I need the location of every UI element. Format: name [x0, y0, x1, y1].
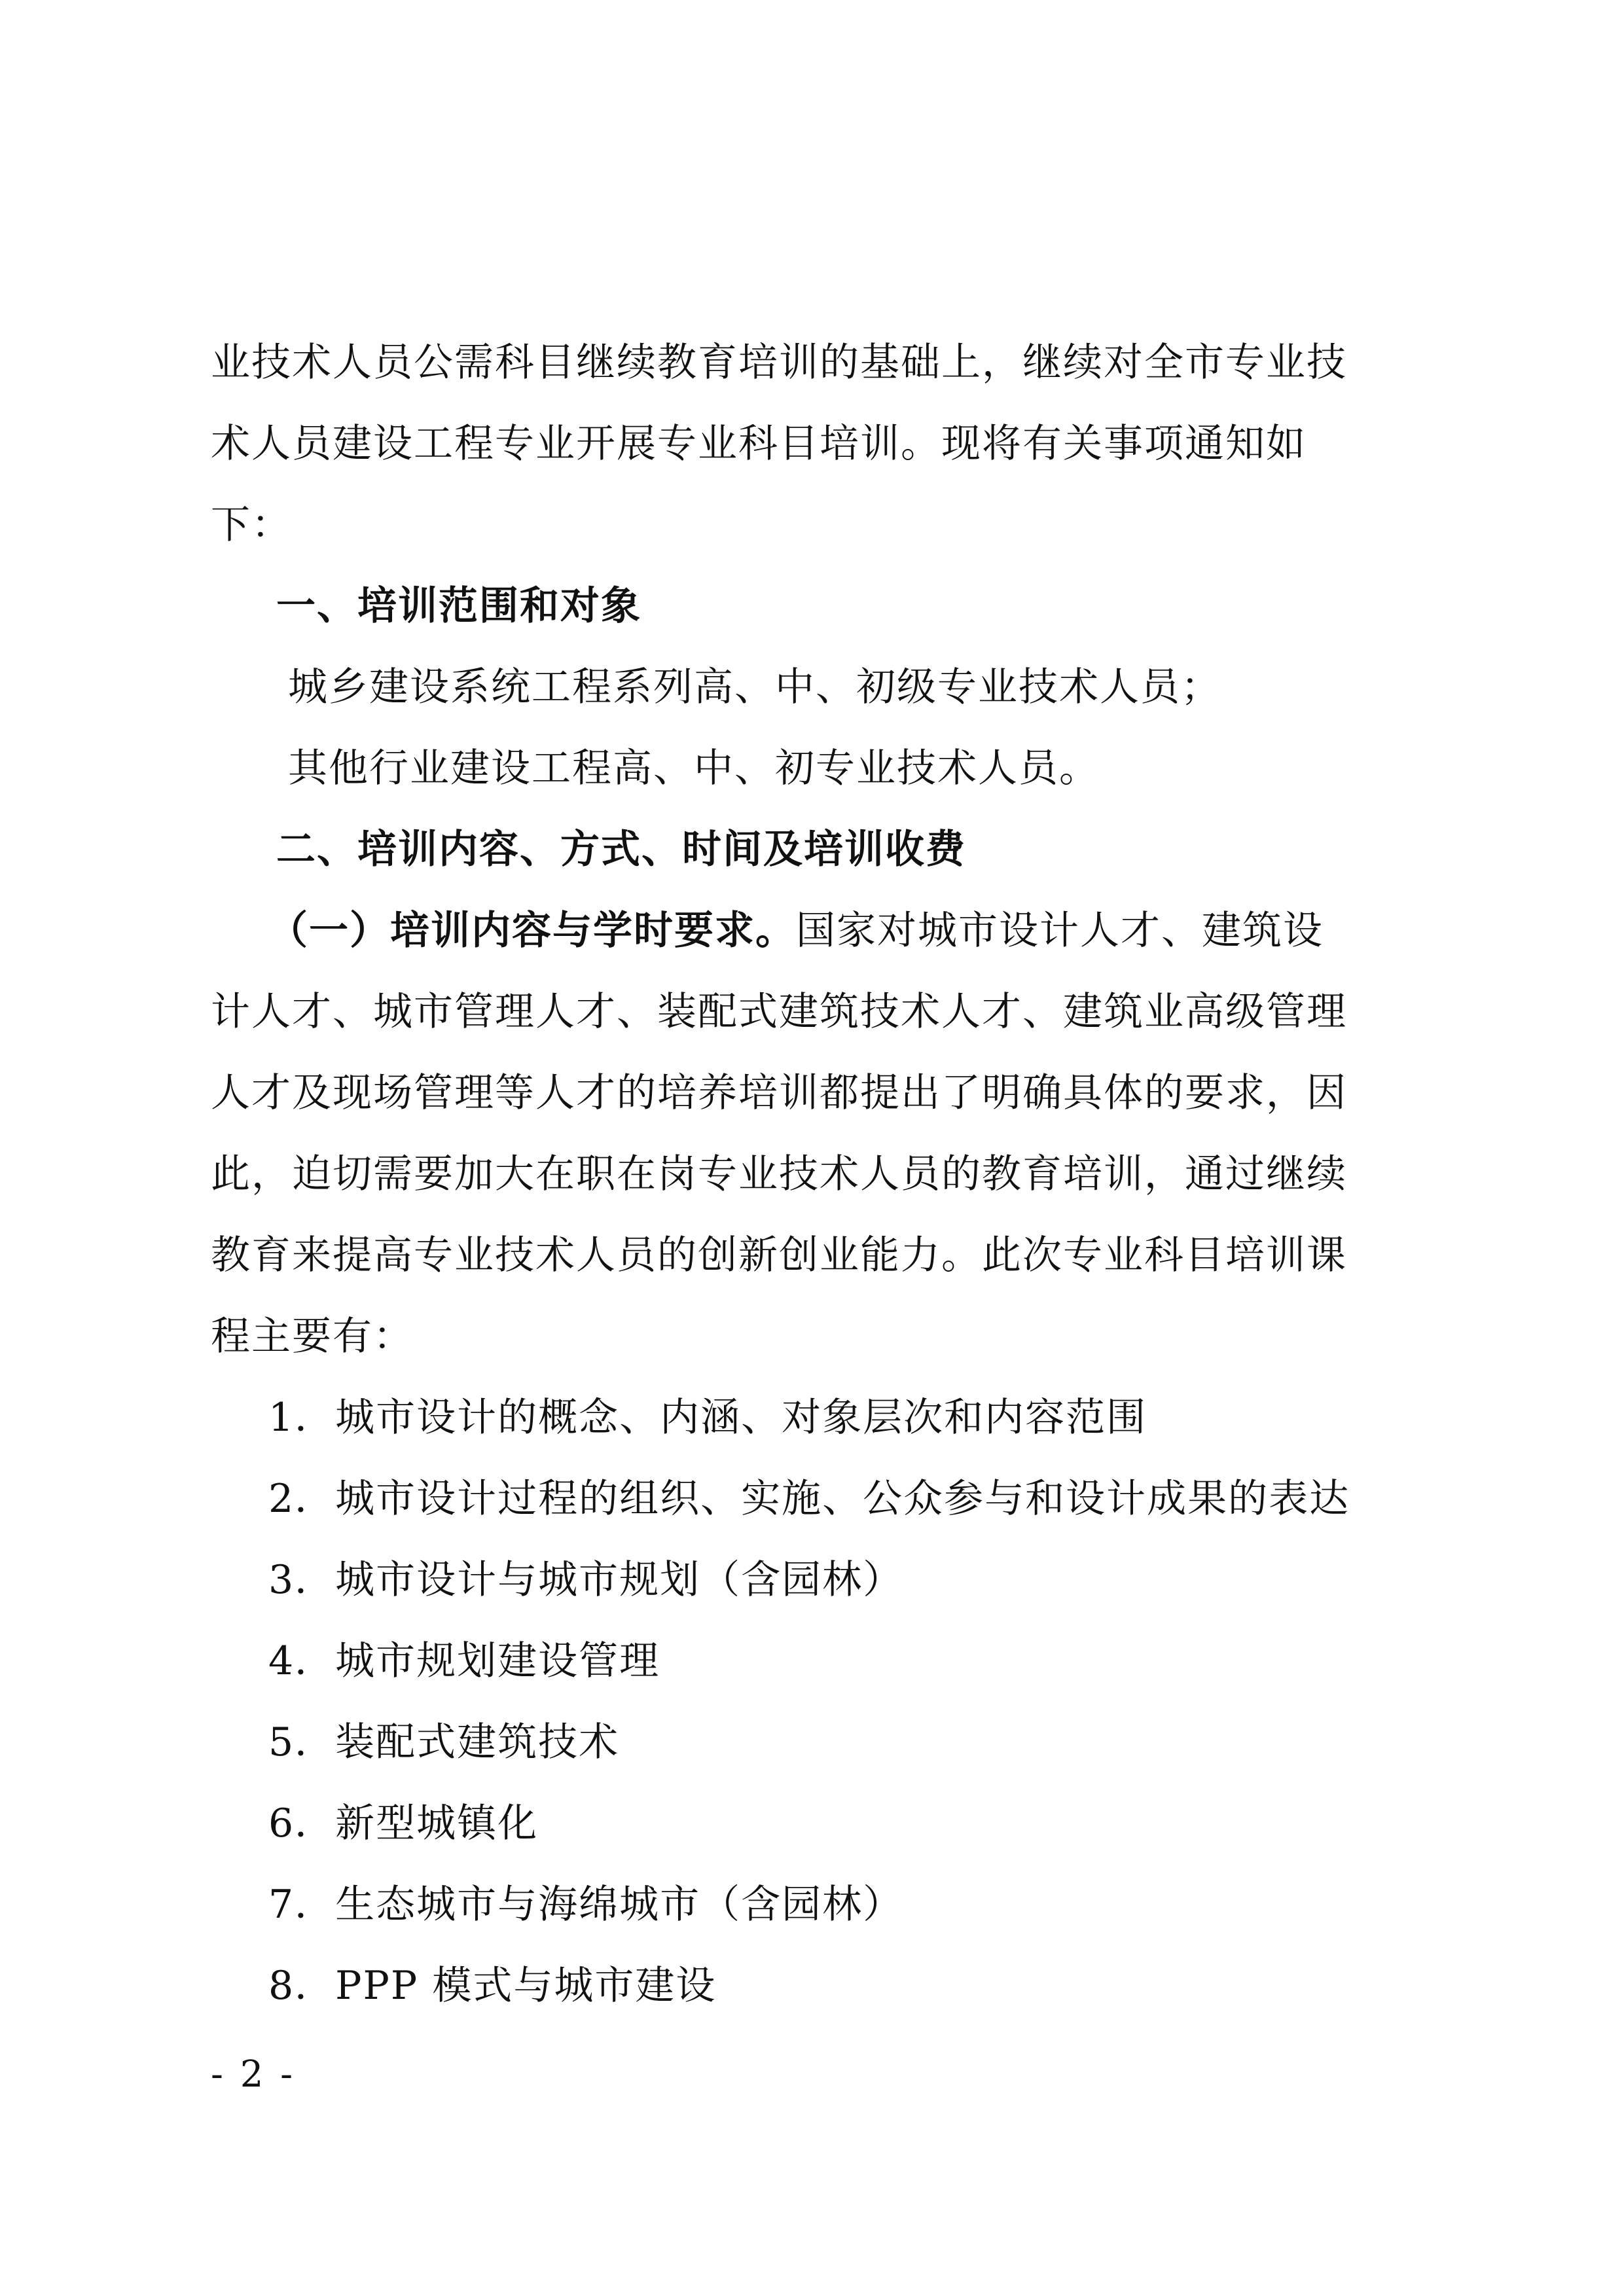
body-text-line: 下：	[211, 502, 292, 548]
section-heading-1: 一、培训范围和对象	[276, 583, 641, 629]
body-text-line: 教育来提高专业技术人员的创新创业能力。此次专业科目培训课	[211, 1232, 1347, 1278]
course-list-item: 5．装配式建筑技术	[268, 1719, 620, 1765]
course-list-item: 7．生态城市与海绵城市（含园林）	[268, 1882, 904, 1928]
course-list-item: 4．城市规划建设管理	[268, 1638, 660, 1684]
document-body	[211, 322, 1422, 2026]
course-list-item: 3．城市设计与城市规划（含园林）	[268, 1557, 904, 1603]
body-text-line: 此，迫切需要加大在职在岗专业技术人员的教育培训，通过继续	[211, 1151, 1347, 1197]
body-text-line: 人才及现场管理等人才的培养培训都提出了明确具体的要求，因	[211, 1070, 1347, 1116]
subsection-heading: （一）培训内容与学时要求。	[268, 908, 796, 954]
subsection-paragraph-start	[211, 890, 1422, 971]
course-list-item: 8．PPP 模式与城市建设	[268, 1963, 717, 2009]
body-text-line: 计人才、城市管理人才、装配式建筑技术人才、建筑业高级管理	[211, 989, 1347, 1035]
page-number: - 2 -	[211, 2053, 296, 2096]
course-list-item: 6．新型城镇化	[268, 1801, 539, 1846]
body-text-line: 术人员建设工程专业开展专业科目培训。现将有关事项通知如	[211, 421, 1307, 467]
section-heading-2: 二、培训内容、方式、时间及培训收费	[276, 827, 966, 872]
target-group-line: 城乡建设系统工程系列高、中、初级专业技术人员；	[288, 664, 1221, 710]
body-text-line: 程主要有：	[211, 1314, 414, 1359]
body-text-run: 国家对城市设计人才、建筑设	[796, 908, 1324, 954]
body-text-line: 业技术人员公需科目继续教育培训的基础上，继续对全市专业技	[211, 340, 1347, 386]
course-list-item: 1．城市设计的概念、内涵、对象层次和内容范围	[268, 1395, 1147, 1441]
target-group-line: 其他行业建设工程高、中、初专业技术人员。	[288, 745, 1100, 791]
course-list-item: 2．城市设计过程的组织、实施、公众参与和设计成果的表达	[268, 1476, 1350, 1522]
